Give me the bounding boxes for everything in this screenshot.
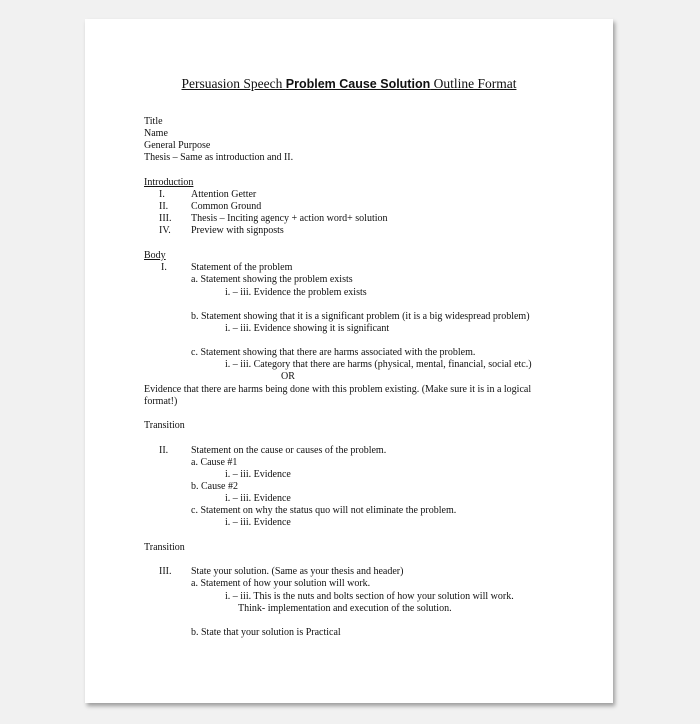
section-3-a-i-line-2: Think- implementation and execution of the solution. bbox=[238, 603, 452, 614]
section-1-b: b. Statement showing that it is a significant problem (it is a big widespread problem) bbox=[191, 311, 530, 322]
field-thesis: Thesis – Same as introduction and II. bbox=[144, 152, 294, 163]
body-section-3-num: III. bbox=[159, 566, 172, 577]
intro-item-num: IV. bbox=[159, 225, 171, 236]
document-title bbox=[85, 76, 613, 92]
section-2-b: b. Cause #2 bbox=[191, 481, 238, 492]
field-general-purpose: General Purpose bbox=[144, 140, 211, 151]
section-2-c-i: i. – iii. Evidence bbox=[225, 517, 291, 528]
section-1-a-i: i. – iii. Evidence the problem exists bbox=[225, 287, 367, 298]
intro-item-text: Preview with signposts bbox=[191, 225, 284, 236]
body-section-3-text: State your solution. (Same as your thesis and header) bbox=[191, 566, 404, 577]
body-heading: Body bbox=[144, 250, 166, 261]
section-1-c: c. Statement showing that there are harms associated with the problem. bbox=[191, 347, 476, 358]
body-section-1-num: I. bbox=[161, 262, 167, 273]
section-3-b: b. State that your solution is Practical bbox=[191, 627, 341, 638]
section-1-c-i: i. – iii. Category that there are harms (physical, mental, financial, social etc.) bbox=[225, 359, 532, 370]
intro-item-text: Attention Getter bbox=[191, 189, 257, 200]
section-2-a-i: i. – iii. Evidence bbox=[225, 469, 291, 480]
section-1-evidence-line-1: Evidence that there are harms being done with this problem existing. (Make sure it is in a logical bbox=[144, 384, 532, 395]
section-2-a: a. Cause #1 bbox=[191, 457, 238, 468]
section-1-evidence-line-2: format!) bbox=[144, 396, 178, 407]
title-part-1: Persuasion Speech bbox=[181, 76, 286, 91]
section-1-or: OR bbox=[281, 371, 295, 382]
intro-item-num: II. bbox=[159, 201, 169, 212]
section-1-a: a. Statement showing the problem exists bbox=[191, 274, 353, 285]
section-3-a-i-line-1: i. – iii. This is the nuts and bolts section of how your solution will work. bbox=[225, 591, 514, 602]
section-2-c: c. Statement on why the status quo will not eliminate the problem. bbox=[191, 505, 457, 516]
section-1-b-i: i. – iii. Evidence showing it is significant bbox=[225, 323, 390, 334]
body-section-2-num: II. bbox=[159, 445, 169, 456]
body-section-1-text: Statement of the problem bbox=[191, 262, 293, 273]
title-part-3: Outline Format bbox=[430, 76, 517, 91]
transition-1: Transition bbox=[144, 420, 185, 431]
document-page bbox=[85, 19, 613, 703]
intro-item-text: Common Ground bbox=[191, 201, 262, 212]
field-name: Name bbox=[144, 128, 168, 139]
title-part-2-bold: Problem Cause Solution bbox=[285, 77, 431, 91]
section-3-a: a. Statement of how your solution will work. bbox=[191, 578, 371, 589]
intro-item-text: Thesis – Inciting agency + action word+ solution bbox=[191, 213, 388, 224]
intro-item-num: I. bbox=[159, 189, 165, 200]
section-2-b-i: i. – iii. Evidence bbox=[225, 493, 291, 504]
intro-item-num: III. bbox=[159, 213, 172, 224]
introduction-heading: Introduction bbox=[144, 177, 194, 188]
body-section-2-text: Statement on the cause or causes of the problem. bbox=[191, 445, 387, 456]
field-title: Title bbox=[144, 116, 163, 127]
transition-2: Transition bbox=[144, 542, 185, 553]
